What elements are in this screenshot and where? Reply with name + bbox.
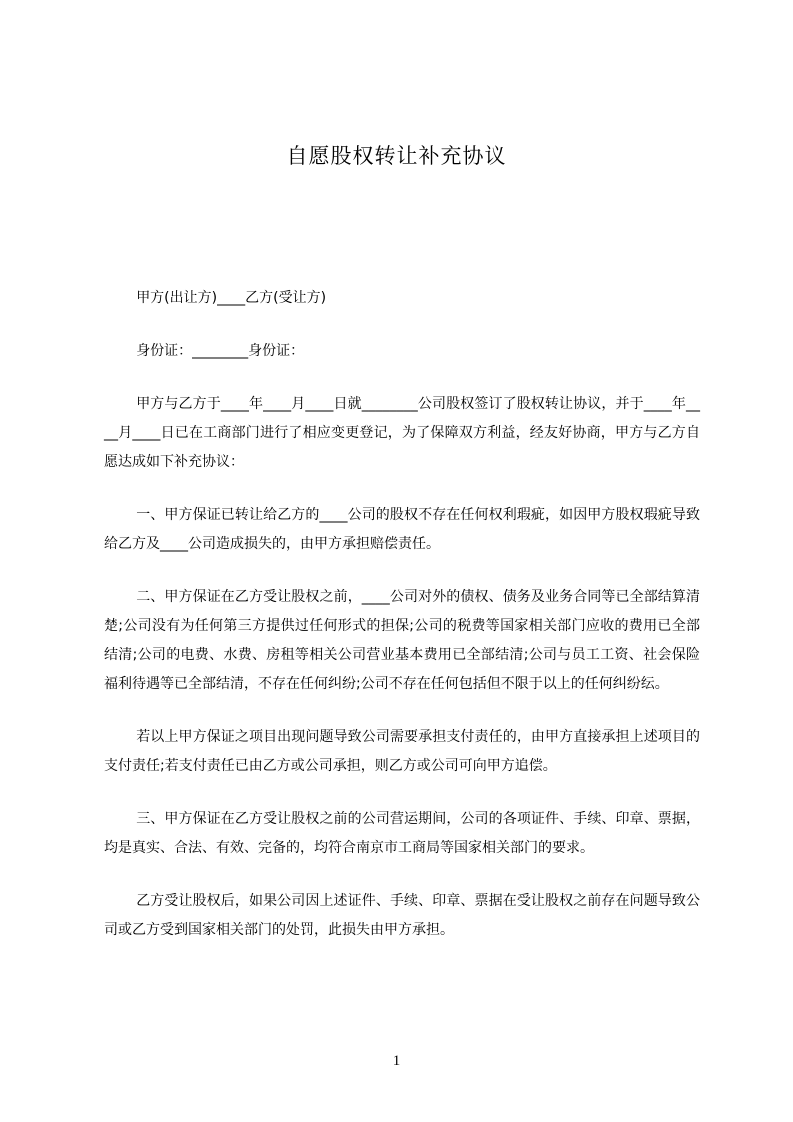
clause-one-paragraph: 一、甲方保证已转让给乙方的____公司的股权不存在任何权利瑕疵，如因甲方股权瑕疵导致给乙方及____公司造成损失的，由甲方承担赔偿责任。 xyxy=(104,507,700,552)
clause-three-supplement-paragraph: 乙方受让股权后，如果公司因上述证件、手续、印章、票据在受让股权之前存在问题导致公司或乙方受到国家相关部门的处罚，此损失由甲方承担。 xyxy=(104,893,700,938)
page-number: 1 xyxy=(392,1053,401,1069)
document-body xyxy=(104,284,700,969)
clause-two-supplement-paragraph: 若以上甲方保证之项目出现问题导致公司需要承担支付责任的，由甲方直接承担上述项目的支付责任;若支付责任已由乙方或公司承担，则乙方或公司可向甲方追偿。 xyxy=(104,729,700,774)
clause-two-paragraph: 二、甲方保证在乙方受让股权之前，____公司对外的债权、债务及业务合同等已全部结算清楚;公司没有为任何第三方提供过任何形式的担保;公司的税费等国家相关部门应收的费用已全部结清;公司的电费、水费、房租等相关公司营业基本费用已全部结清;公司与员工工资、社会保险福利待遇等已全部结清，不存在任何纠纷;公司不存在任何包括但不限于以上的任何纠纷纭。 xyxy=(104,589,700,692)
preamble-paragraph: 甲方与乙方于____年____月____日就________公司股权签订了股权转让协议，并于____年____月____日已在工商部门进行了相应变更登记，为了保障双方利益，经友好协商，甲方与乙方自愿达成如下补充协议： xyxy=(104,396,700,470)
id-card-line: 身份证：________身份证： xyxy=(136,343,305,359)
document-title: 自愿股权转让补充协议 xyxy=(286,144,507,168)
party-line: 甲方(出让方)____乙方(受让方) xyxy=(136,290,327,306)
clause-three-paragraph: 三、甲方保证在乙方受让股权之前的公司营运期间，公司的各项证件、手续、印章、票据，均是真实、合法、有效、完备的，均符合南京市工商局等国家相关部门的要求。 xyxy=(104,811,700,856)
